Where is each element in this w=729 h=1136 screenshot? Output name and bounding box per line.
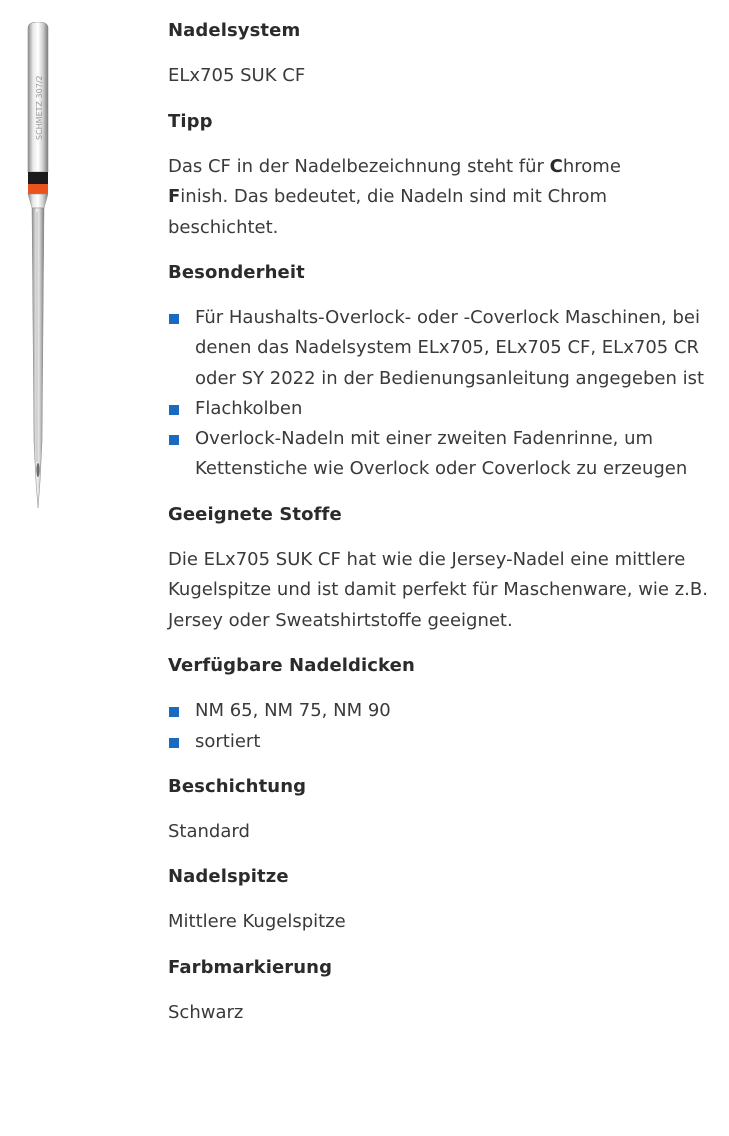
needle-illustration <box>20 22 56 512</box>
list-item <box>168 303 718 394</box>
tipp-text-3: inish. Das bedeutet, die Nadeln sind mit Chrom beschichtet. <box>168 186 608 238</box>
bullet-square-icon <box>169 405 179 415</box>
tipp-text-1: Das CF in der Nadelbezeichnung steht für <box>168 155 550 177</box>
bullet-square-icon <box>169 738 179 748</box>
list-item-text: Flachkolben <box>195 397 303 419</box>
value-nadelspitze: Mittlere Kugelspitze <box>168 911 346 933</box>
value-nadelsystem: ELx705 SUK CF <box>168 65 306 86</box>
bullet-square-icon <box>169 707 179 717</box>
list-item <box>168 394 718 424</box>
list-item-text: Für Haushalts-Overlock- oder -Coverlock Maschinen, bei denen das Nadelsystem ELx705, ELx705 CF, ELx705 CR oder SY 2022 in der Bedienungsanleitung angegeben ist <box>195 307 705 389</box>
heading-farbmarkierung: Farbmarkierung <box>168 956 333 978</box>
value-stoffe: Die ELx705 SUK CF hat wie die Jersey-Nadel eine mittlere Kugelspitze und ist damit perfekt für Maschenware, wie z.B. Jersey oder Sweatshirtstoffe geeignet. <box>168 548 708 631</box>
heading-nadelspitze: Nadelspitze <box>168 866 289 888</box>
heading-stoffe: Geeignete Stoffe <box>168 503 342 525</box>
bullet-square-icon <box>169 314 179 324</box>
needle-image <box>20 22 56 512</box>
value-beschichtung: Standard <box>168 820 250 842</box>
list-besonderheit <box>168 303 718 485</box>
list-item <box>168 727 718 757</box>
heading-besonderheit: Besonderheit <box>168 262 305 283</box>
heading-tipp: Tipp <box>168 110 213 132</box>
list-item-text: NM 65, NM 75, NM 90 <box>195 700 391 722</box>
heading-nadelsystem: Nadelsystem <box>168 20 301 41</box>
value-tipp <box>168 152 718 244</box>
heading-beschichtung: Beschichtung <box>168 775 307 797</box>
heading-nadeldicken: Verfügbare Nadeldicken <box>168 655 415 677</box>
list-item <box>168 696 718 726</box>
tipp-text-2: hrome <box>562 155 621 177</box>
tipp-bold-f: F <box>168 186 181 207</box>
tipp-bold-c: C <box>549 155 563 177</box>
list-item <box>168 424 718 485</box>
needle-shank-engraving: SCHMETZ 307/2 <box>35 75 44 140</box>
bullet-square-icon <box>169 435 179 445</box>
list-nadeldicken <box>168 696 718 757</box>
list-item-text: Overlock-Nadeln mit einer zweiten Fadenrinne, um Kettenstiche wie Overlock oder Coverlock zu erzeugen <box>195 428 688 480</box>
list-item-text: sortiert <box>195 730 261 752</box>
product-details <box>168 16 718 1028</box>
value-farbmarkierung: Schwarz <box>168 1001 244 1023</box>
